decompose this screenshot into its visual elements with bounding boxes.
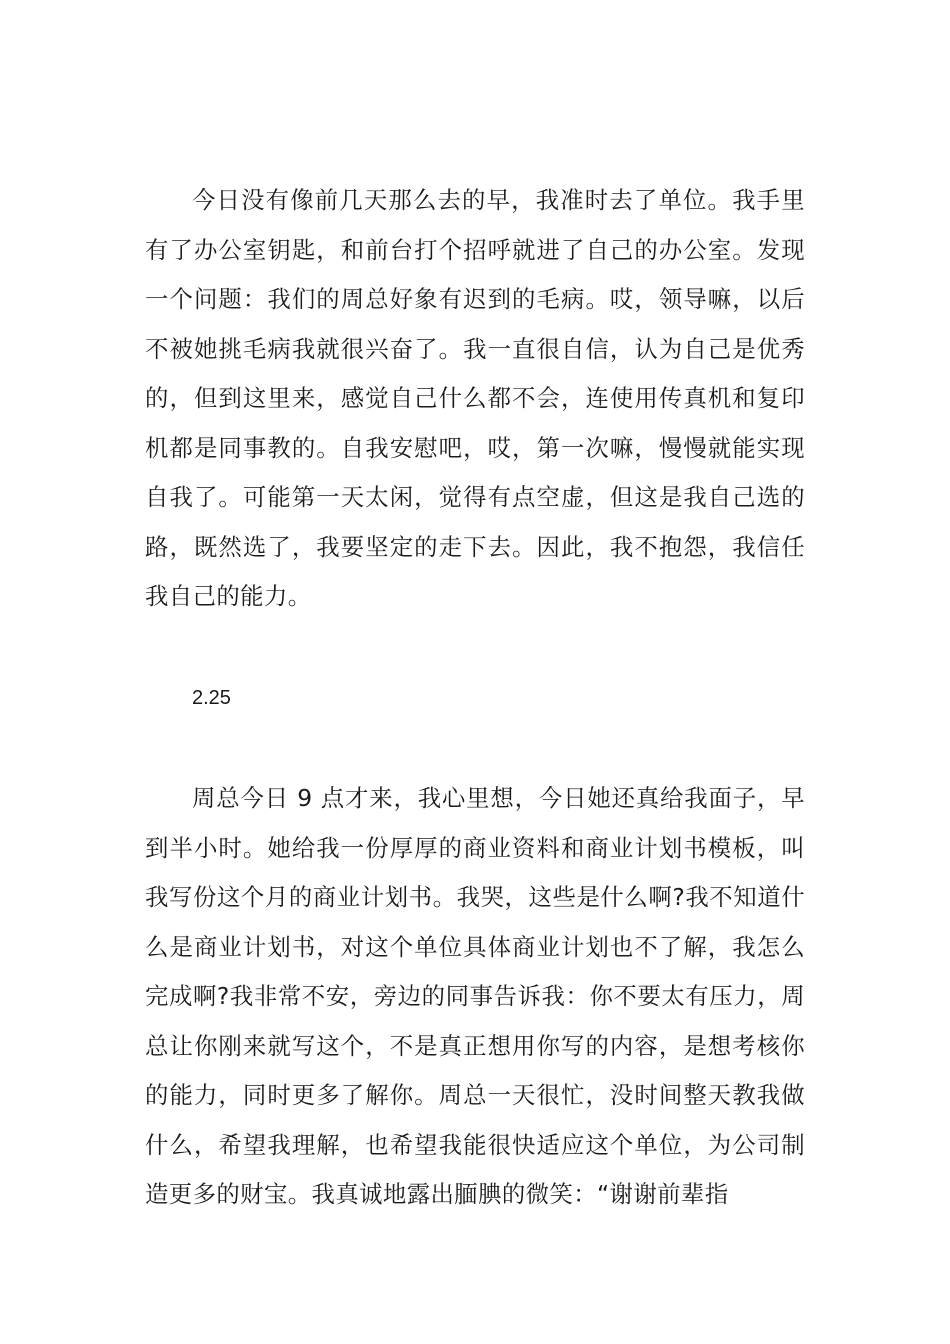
date-heading: 2.25 — [192, 687, 231, 709]
diary-paragraph-2: 周总今日 9 点才来，我心里想，今日她还真给我面子，早到半小时。她给我一份厚厚的商业资料和商业计划书模板，叫我写份这个月的商业计划书。我哭，这些是什么啊?我不知道什么是商业计划书，对这个单位具体商业计划也不了解，我怎么完成啊?我非常不安，旁边的同事告诉我：你不要太有压力，周总让你刚来就写这个，不是真正想用你写的内容，是想考核你的能力，同时更多了解你。周总一天很忙，没时间整天教我做什么，希望我理解，也希望我能很快适应这个单位，为公司制造更多的财宝。我真诚地露出腼腆的微笑：“谢谢前辈指 — [145, 784, 805, 1208]
diary-paragraph-1: 今日没有像前几天那么去的早，我准时去了单位。我手里有了办公室钥匙，和前台打个招呼就进了自己的办公室。发现一个问题：我们的周总好象有迟到的毛病。哎，领导嘛，以后不被她挑毛病我就很兴奋了。我一直很自信，认为自己是优秀的，但到这里来，感觉自己什么都不会，连使用传真机和复印机都是同事教的。自我安慰吧，哎，第一次嘛，慢慢就能实现自我了。可能第一天太闲，觉得有点空虚，但这是我自己选的路，既然选了，我要坚定的走下去。因此，我不抱怨，我信任我自己的能力。 — [145, 186, 805, 610]
